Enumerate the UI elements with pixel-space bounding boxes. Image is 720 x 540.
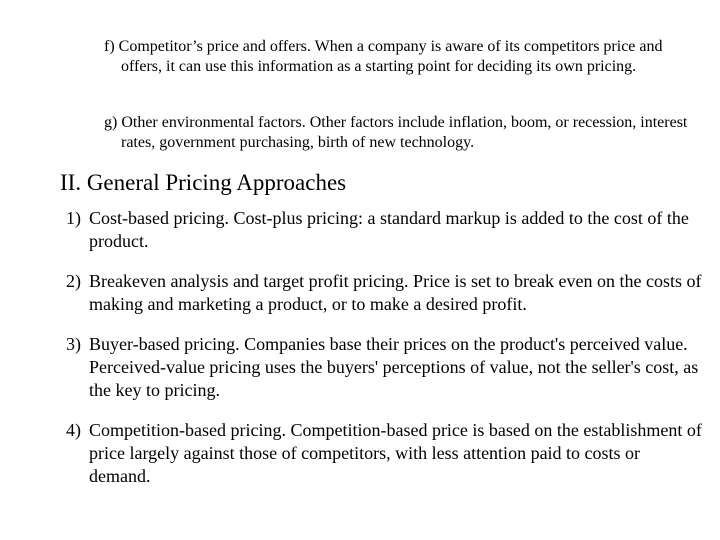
section-heading: II. General Pricing Approaches: [60, 170, 347, 195]
list-item-g: [104, 113, 689, 153]
list-item-1-text: Cost-based pricing. Cost-plus pricing: a standard markup is added to the cost of the product.: [89, 208, 689, 251]
list-item-2: [66, 270, 706, 316]
list-marker-2: 2): [66, 271, 81, 291]
list-marker-3: 3): [66, 334, 81, 354]
list-marker-1: 1): [66, 208, 81, 228]
list-item-f: [104, 37, 689, 77]
list-item-4: [66, 419, 706, 488]
list-item-f-text: f) Competitor’s price and offers. When a company is aware of its competitors price and offers, it can use this information as a starting point for deciding its own pricing.: [104, 38, 663, 75]
list-marker-4: 4): [66, 420, 81, 440]
list-item-4-text: Competition-based pricing. Competition-based price is based on the establishment of price largely against those of competitors, with less attention paid to costs or demand.: [89, 420, 702, 486]
list-item-1: [66, 207, 706, 253]
list-item-2-text: Breakeven analysis and target profit pricing. Price is set to break even on the costs of making and marketing a product, or to make a desired profit.: [89, 271, 702, 314]
list-item-3-text: Buyer-based pricing. Companies base their prices on the product's perceived value. Perceived-value pricing uses the buyers' perceptions of value, not the seller's cost, as the key to pricing.: [89, 334, 699, 400]
list-item-g-text: g) Other environmental factors. Other factors include inflation, boom, or recession, interest rates, government purchasing, birth of new technology.: [104, 114, 688, 151]
list-item-3: [66, 333, 706, 402]
